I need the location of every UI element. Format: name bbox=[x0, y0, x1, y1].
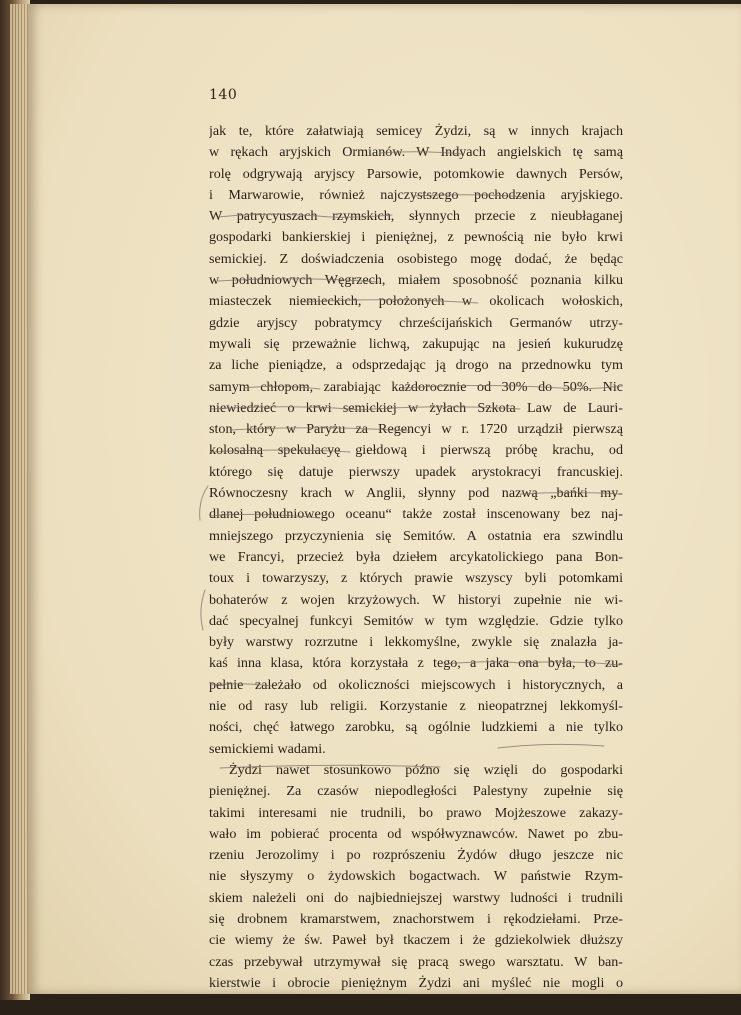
text-line: dać specyalnej funkcyi Semitów w tym względzie. Gdzie tylko bbox=[209, 612, 623, 629]
text-line: i Marwarowie, również najczystszego pochodzenia aryjskiego. bbox=[209, 186, 623, 203]
text-line: w południowych Węgrzech, miałem sposobność poznania kilku bbox=[209, 272, 623, 289]
text-line: cie wiemy że św. Paweł był tkaczem i że gdziekolwiek dłuższy bbox=[209, 932, 623, 949]
text-line: W patrycyuszach rzymskich, słynnych przecie z nieubłaganej bbox=[209, 208, 623, 225]
text-line: semickiej. Z doświadczenia osobistego mogę dodać, że będąc bbox=[209, 250, 623, 267]
text-line: jak te, które załatwiają semicey Żydzi, są w innych krajach bbox=[209, 123, 623, 139]
text-line: rolę odgrywają aryjscy Parsowie, potomkowie dawnych Persów, bbox=[209, 165, 623, 182]
text-line: były warstwy rozrzutne i lekkomyślne, zwykle się znalazła ja- bbox=[209, 634, 623, 651]
text-line: konkurencyi z patrycyuszami rzymskimi — tak samo jak na bbox=[209, 996, 623, 1013]
text-line: samym chłopom, zarabiając każdorocznie od 30% do 50%. Nic bbox=[209, 378, 623, 395]
text-line: bohaterów z wojen krzyżowych. W historyi zupełnie nie wi- bbox=[209, 591, 623, 608]
text-line: toux i towarzyszy, z których prawie wszyscy byli potomkami bbox=[209, 570, 623, 587]
text-line: kaś inna klasa, która korzystała z tego, a jaka ona była, to zu- bbox=[209, 655, 623, 672]
text-line: ności, chęć łatwego zarobku, są ogólnie ludzkiemi a nie tylko bbox=[209, 719, 623, 736]
text-line: nie od rasy lub religii. Korzystanie z nieopatrznej lekkomyśl- bbox=[209, 698, 623, 715]
text-line: w rękach aryjskich Ormianów. W Indyach angielskich tę samą bbox=[209, 144, 623, 161]
text-line: Żydzi nawet stosunkowo późno się wzięli do gospodarki bbox=[229, 761, 623, 778]
text-line: pieniężnej. Za czasów niepodległości Palestyny zupełnie się bbox=[209, 783, 623, 800]
text-line: skiem należeli oni do najbiedniejszej warstwy ludności i trudnili bbox=[209, 889, 623, 906]
text-line: we Francyi, przecież była dziełem arcykatolickiego pana Bon- bbox=[209, 548, 623, 565]
text-line: gdzie aryjscy pobratymcy chrześcijańskich Germanów utrzy- bbox=[209, 314, 623, 331]
text-line: się drobnem kramarstwem, znachorstwem i rękodziełami. Prze- bbox=[209, 910, 623, 927]
page-number: 140 bbox=[209, 87, 238, 103]
text-line: dlanej południowego oceanu“ także został inscenowany bez naj- bbox=[209, 506, 623, 523]
text-line: semickiemi wadami. bbox=[209, 740, 326, 757]
text-line: takimi interesami nie trudnili, bo prawo Mojżeszowe zakazy- bbox=[209, 804, 623, 821]
text-line: pełnie zależało od okoliczności miejscowych i historycznych, a bbox=[209, 676, 623, 693]
text-line: wało im pobierać procenta od współwyznawców. Nawet po zbu- bbox=[209, 825, 623, 842]
text-line: gospodarki bankierskiej i pieniężnej, z pewnością nie było krwi bbox=[209, 229, 623, 246]
text-line: miasteczek niemieckich, położonych w okolicach wołoskich, bbox=[209, 293, 623, 310]
text-line: kierstwie i obrocie pieniężnym Żydzi ani myśleć nie mogli o bbox=[209, 974, 623, 991]
text-line: mniejszego przyczynienia się Semitów. A ostatnia era szwindlu bbox=[209, 527, 623, 544]
text-line: ston, który w Paryżu za Regencyi w r. 1720 urządził pierwszą bbox=[209, 421, 623, 438]
text-line: nie słyszymy o żydowskich bogactwach. W państwie Rzym- bbox=[209, 868, 623, 885]
text-line: czas przebywał utrzymywał się pracą swego warsztatu. W ban- bbox=[209, 953, 623, 970]
text-line: Równoczesny krach w Anglii, słynny pod nazwą „bańki my- bbox=[209, 485, 623, 502]
text-line: którego się datuje pierwszy upadek arystokracyi francuskiej. bbox=[209, 463, 623, 480]
text-line: niewiedzieć o krwi semickiej w żyłach Szkota Law de Lauri- bbox=[209, 399, 623, 416]
text-line: kolosalną spekulacyę giełdową i pierwszą próbę krachu, od bbox=[209, 442, 623, 459]
text-line: za liche pieniądze, a odsprzedając ją drogo na przednowku tym bbox=[209, 357, 623, 374]
text-line: mywali się przeważnie lichwą, zakupując na jesień kukurudzę bbox=[209, 335, 623, 352]
body-text bbox=[209, 121, 623, 1015]
text-line: rzeniu Jerozolimy i po rozprószeniu Żydów długo jeszcze nic bbox=[209, 847, 623, 864]
